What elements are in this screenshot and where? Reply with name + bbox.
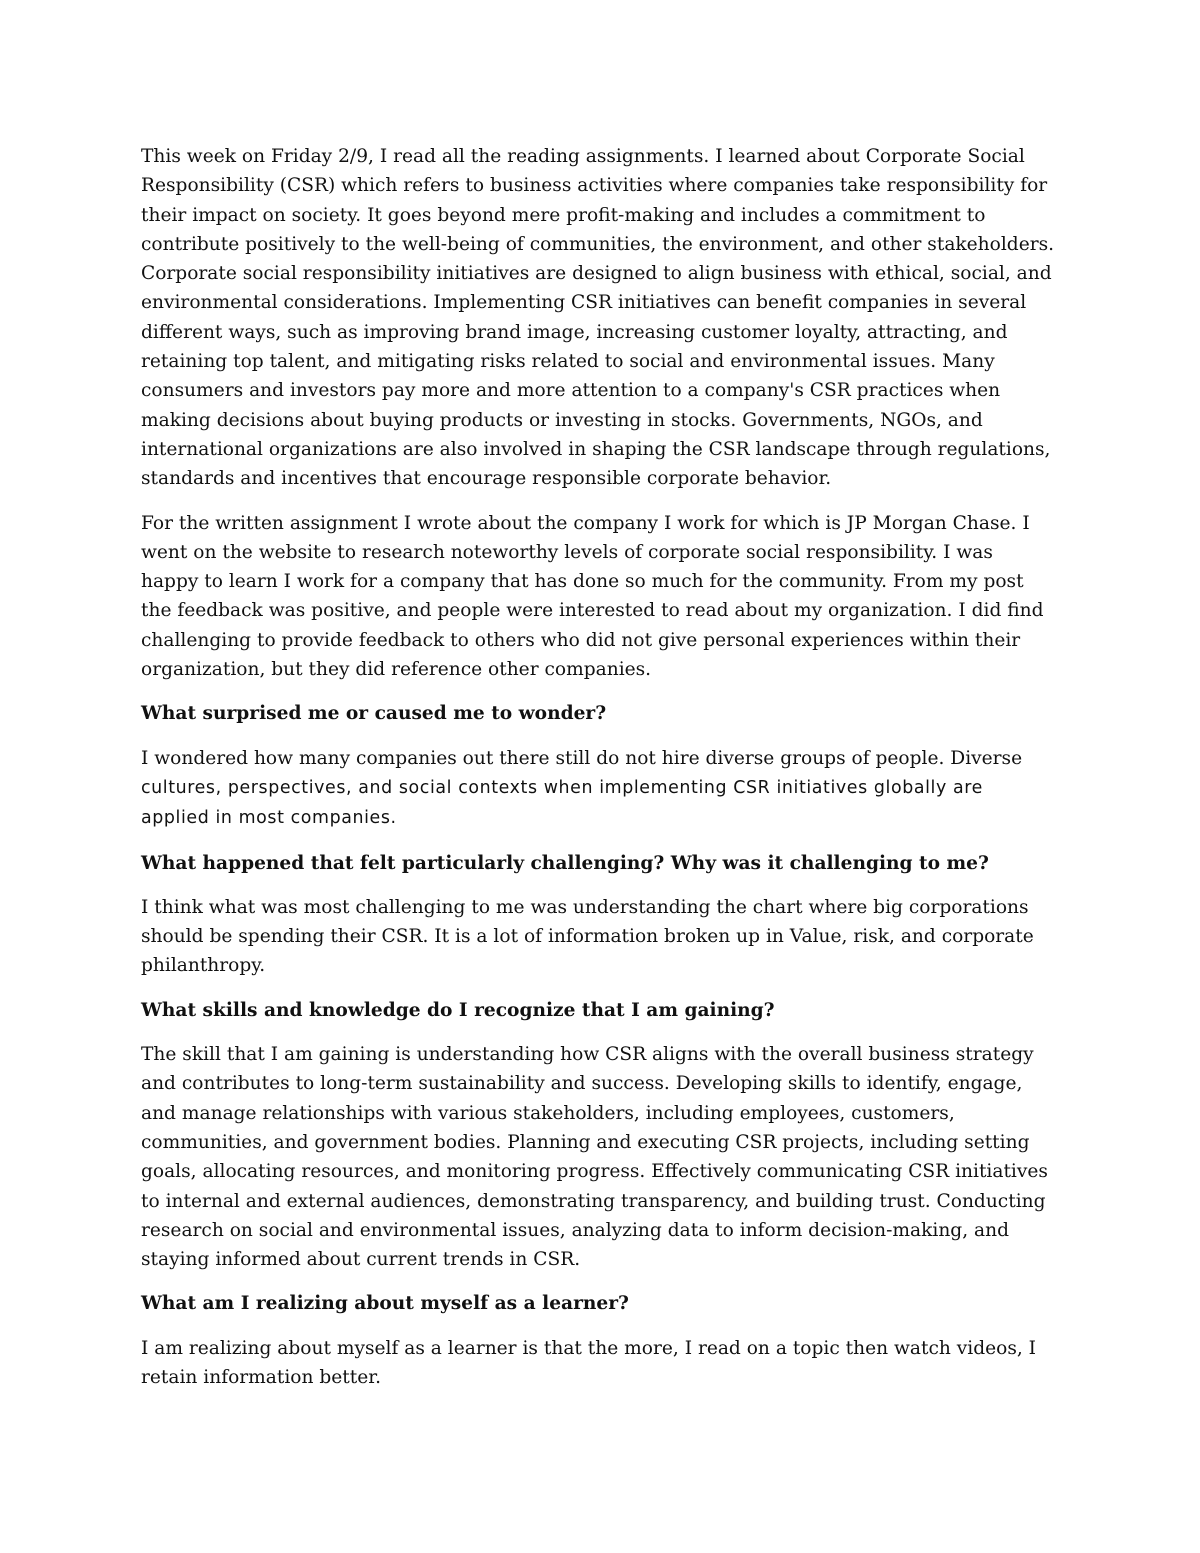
answer-surprise-part-a: I wondered how many companies out there still do not hire diverse groups of people. Diverse	[141, 747, 1023, 769]
intro-paragraph: This week on Friday 2/9, I read all the reading assignments. I learned about Corporate Social Responsibility (CSR) which refers to business activities where companies take responsibility for their impact on society. It goes beyond mere profit-making and includes a commitment to contribute positively to the well-being of communities, the environment, and other stakeholders. Corporate social responsibility initiatives are designed to align business with ethical, social, and environmental considerations. Implementing CSR initiatives can benefit companies in several different ways, such as improving brand image, increasing customer loyalty, attracting, and retaining top talent, and mitigating risks related to social and environmental issues. Many consumers and investors pay more and more attention to a company's CSR practices when making decisions about buying products or investing in stocks. Governments, NGOs, and international organizations are also involved in shaping the CSR landscape through regulations, standards and incentives that encourage responsible corporate behavior.	[141, 146, 1055, 490]
question-heading-skills: What skills and knowledge do I recognize that I am gaining?	[141, 999, 775, 1021]
answer-learner: I am realizing about myself as a learner is that the more, I read on a topic then watch videos, I retain information better.	[141, 1337, 1037, 1388]
question-heading-surprise: What surprised me or caused me to wonder?	[141, 703, 607, 725]
answer-surprise	[141, 744, 1056, 834]
document-body	[141, 142, 1056, 1407]
written-assignment-paragraph: For the written assignment I wrote about the company I work for which is JP Morgan Chase. I went on the website to research noteworthy levels of corporate social responsibility. I was happy to learn I work for a company that has done so much for the community. From my post the feedback was positive, and people were interested to read about my organization. I did find challenging to provide feedback to others who did not give personal experiences within their organization, but they did reference other companies.	[141, 512, 1044, 681]
answer-challenge: I think what was most challenging to me was understanding the chart where big corporations should be spending their CSR. It is a lot of information broken up in Value, risk, and corporate philanthropy.	[141, 896, 1034, 977]
question-heading-challenge: What happened that felt particularly challenging? Why was it challenging to me?	[141, 852, 989, 874]
answer-surprise-part-b: cultures, perspectives, and social contexts when implementing CSR initiatives globally are applied in most companies.	[141, 777, 983, 829]
answer-skills: The skill that I am gaining is understanding how CSR aligns with the overall business strategy and contributes to long-term sustainability and success. Developing skills to identify, engage, and manage relationships with various stakeholders, including employees, customers, communities, and government bodies. Planning and executing CSR projects, including setting goals, allocating resources, and monitoring progress. Effectively communicating CSR initiatives to internal and external audiences, demonstrating transparency, and building trust. Conducting research on social and environmental issues, analyzing data to inform decision-making, and staying informed about current trends in CSR.	[141, 1044, 1048, 1271]
question-heading-learner: What am I realizing about myself as a learner?	[141, 1293, 629, 1315]
